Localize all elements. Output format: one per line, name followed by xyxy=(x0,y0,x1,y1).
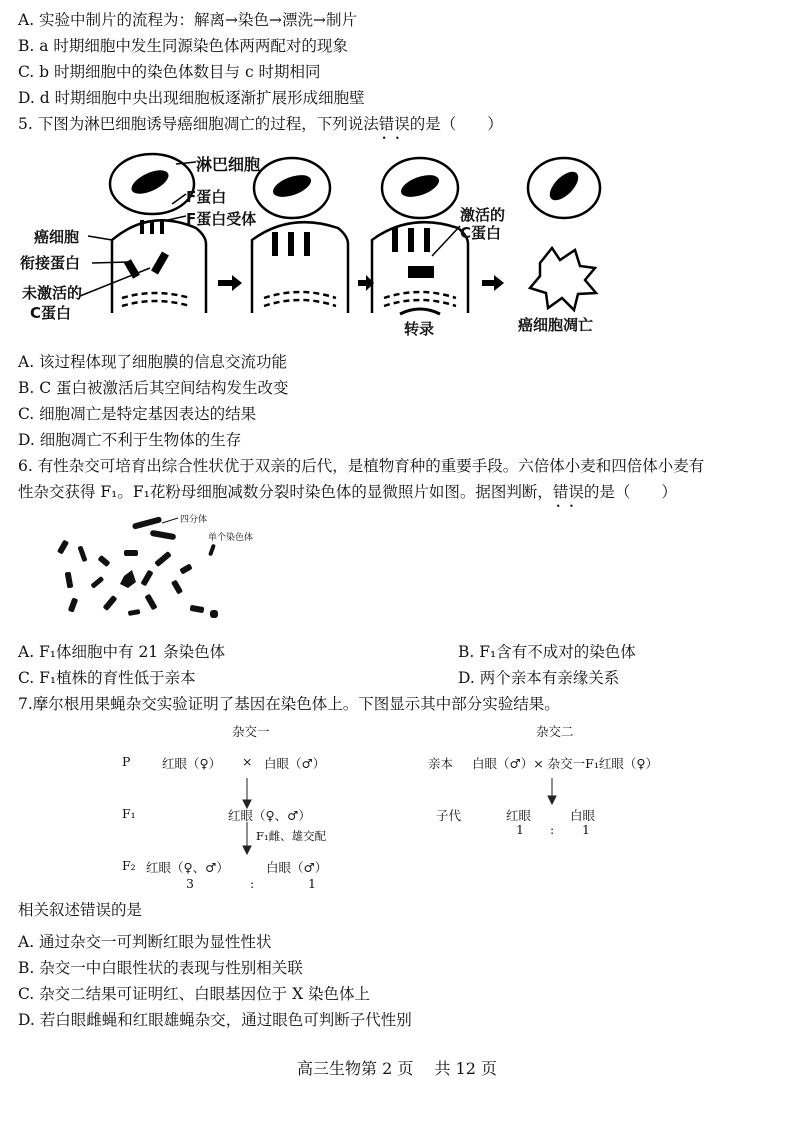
label-inactive-c1: 未激活的 xyxy=(22,284,83,302)
q6-option-d: D. 两个亲本有亲缘关系 xyxy=(458,669,620,687)
cross1-times: × xyxy=(242,754,253,769)
q7-option-c: C. 杂交二结果可证明红、白眼基因位于 X 染色体上 xyxy=(18,985,371,1003)
q6-micrograph xyxy=(40,510,300,630)
cross1-f1-label: F₁ xyxy=(122,806,136,821)
cross2-ratio-b: 1 xyxy=(582,822,590,837)
label-transcription: 转录 xyxy=(404,320,435,338)
q7-cross-figure xyxy=(0,718,794,898)
cross1-p-male: 白眼（♂） xyxy=(264,756,326,771)
q6-stem-line2: 性杂交获得 F₁。F₁花粉母细胞减数分裂时染色体的显微照片如图。据图判断，错误 • •的是（ ） xyxy=(18,482,677,502)
label-adaptor-protein: 衔接蛋白 xyxy=(20,254,81,272)
cross2-white: 白眼 xyxy=(570,808,596,823)
label-active-c2: C蛋白 xyxy=(460,224,502,242)
q4-option-d: D. d 时期细胞中央出现细胞板逐渐扩展形成细胞壁 xyxy=(18,89,365,107)
q6-stem-line1: 6. 有性杂交可培育出综合性状优于双亲的后代，是植物育种的重要手段。六倍体小麦和四倍体小麦有 xyxy=(18,457,705,475)
label-active-c1: 激活的 xyxy=(460,206,506,224)
label-single-chromosome: 单个染色体 xyxy=(208,533,254,543)
q4-option-b: B. a 时期细胞中发生同源染色体两两配对的现象 xyxy=(18,37,348,55)
label-f-protein: F蛋白 xyxy=(186,188,227,206)
q5-option-c: C. 细胞凋亡是特定基因表达的结果 xyxy=(18,405,257,423)
cross2-ratio-a: 1 xyxy=(516,822,524,837)
cross1-p-female: 红眼（♀） xyxy=(162,756,222,771)
q7-stem: 7.摩尔根用果蝇杂交实验证明了基因在染色体上。下图显示其中部分实验结果。 xyxy=(18,695,560,713)
cross2-offspring-label: 子代 xyxy=(436,808,462,823)
apoptosis-diagram xyxy=(0,148,794,338)
q5-option-d: D. 细胞凋亡不利于生物体的生存 xyxy=(18,431,242,449)
q7-option-b: B. 杂交一中白眼性状的表现与性别相关联 xyxy=(18,959,303,977)
cross1-colon: : xyxy=(250,876,255,891)
cross1-title: 杂交一 xyxy=(232,724,270,739)
chromosome-micrograph xyxy=(40,510,300,630)
label-f-receptor: F蛋白受体 xyxy=(186,210,257,228)
cross2-parent-label: 亲本 xyxy=(428,756,454,771)
q5-figure xyxy=(0,148,794,338)
cross2-colon: : xyxy=(550,822,555,837)
q4-option-a: A. 实验中制片的流程为：解离→染色→漂洗→制片 xyxy=(18,11,358,29)
label-tetrad: 四分体 xyxy=(180,515,208,525)
q7-question: 相关叙述错误的是 xyxy=(18,901,143,919)
label-inactive-c2: C蛋白 xyxy=(30,304,72,322)
q6-option-b: B. F₁含有不成对的染色体 xyxy=(458,643,636,661)
cross2-parents: 白眼（♂）× 杂交一F₁红眼（♀） xyxy=(472,756,658,771)
q7-option-d: D. 若白眼雌蝇和红眼雄蝇杂交，通过眼色可判断子代性别 xyxy=(18,1011,412,1029)
cross1-f1: 红眼（♀、♂） xyxy=(228,808,311,823)
cross1-ratio-a: 3 xyxy=(186,876,194,891)
label-apoptosis: 癌细胞凋亡 xyxy=(518,316,594,334)
cross1-f2-red: 红眼（♀、♂） xyxy=(146,860,229,875)
cross1-f2-white: 白眼（♂） xyxy=(266,860,328,875)
cross-arrows xyxy=(0,718,794,898)
cross1-p-label: P xyxy=(122,754,131,769)
q5-option-a: A. 该过程体现了细胞膜的信息交流功能 xyxy=(18,353,288,371)
q7-option-a: A. 通过杂交一可判断红眼为显性性状 xyxy=(18,933,272,951)
q5-stem: 5. 下图为淋巴细胞诱导癌细胞凋亡的过程，下列说法错误 • •的是（ ） xyxy=(18,114,503,134)
label-lymph-cell: 淋巴细胞 xyxy=(196,155,261,174)
cross1-f2-label: F₂ xyxy=(122,858,136,873)
q5-option-b: B. C 蛋白被激活后其空间结构发生改变 xyxy=(18,379,289,397)
cross1-mating: F₁雌、雄交配 xyxy=(256,829,327,843)
q6-option-c: C. F₁植株的育性低于亲本 xyxy=(18,669,196,687)
cross2-red: 红眼 xyxy=(506,808,532,823)
q4-option-c: C. b 时期细胞中的染色体数目与 c 时期相同 xyxy=(18,63,321,81)
page-footer: 高三生物第 2 页 共 12 页 xyxy=(297,1059,497,1078)
cross2-title: 杂交二 xyxy=(536,724,574,739)
cross1-ratio-b: 1 xyxy=(308,876,316,891)
q6-option-a: A. F₁体细胞中有 21 条染色体 xyxy=(18,643,226,661)
label-cancer-cell: 癌细胞 xyxy=(34,228,80,246)
